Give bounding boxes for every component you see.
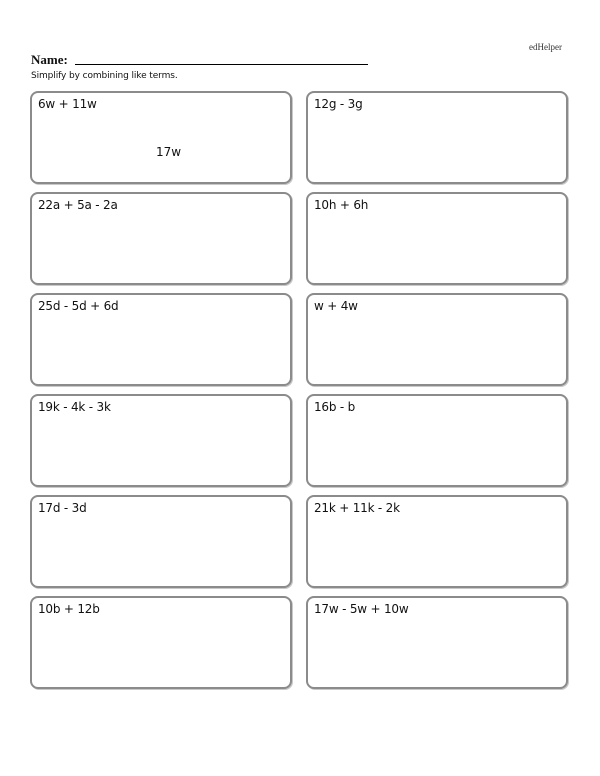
problem-box[interactable]	[306, 91, 568, 184]
problem-expression: 21k + 11k - 2k	[314, 501, 400, 515]
problem-box[interactable]	[30, 192, 292, 285]
problem-expression: 19k - 4k - 3k	[38, 400, 111, 414]
instructions: Simplify by combining like terms.	[31, 71, 178, 81]
problem-answer: 17w	[156, 145, 182, 159]
problem-box[interactable]	[306, 495, 568, 588]
problem-expression: 16b - b	[314, 400, 356, 414]
problem-box[interactable]	[306, 192, 568, 285]
brand-label: edHelper	[529, 42, 562, 52]
problem-box[interactable]	[30, 394, 292, 487]
problem-expression: w + 4w	[314, 299, 358, 313]
problem-expression: 12g - 3g	[314, 97, 363, 111]
problem-expression: 6w + 11w	[38, 97, 97, 111]
name-write-line[interactable]	[75, 64, 368, 65]
problem-box[interactable]	[306, 293, 568, 386]
name-label: Name:	[31, 52, 68, 67]
problem-expression: 10b + 12b	[38, 602, 100, 616]
problem-box[interactable]	[306, 596, 568, 689]
problem-box[interactable]	[30, 596, 292, 689]
problem-grid	[30, 91, 568, 689]
problem-box[interactable]	[306, 394, 568, 487]
problem-expression: 10h + 6h	[314, 198, 369, 212]
name-row	[31, 52, 371, 66]
problem-box[interactable]	[30, 91, 292, 184]
problem-expression: 17d - 3d	[38, 501, 87, 515]
problem-expression: 22a + 5a - 2a	[38, 198, 118, 212]
problem-expression: 17w - 5w + 10w	[314, 602, 409, 616]
problem-box[interactable]	[30, 495, 292, 588]
problem-expression: 25d - 5d + 6d	[38, 299, 119, 313]
problem-box[interactable]	[30, 293, 292, 386]
